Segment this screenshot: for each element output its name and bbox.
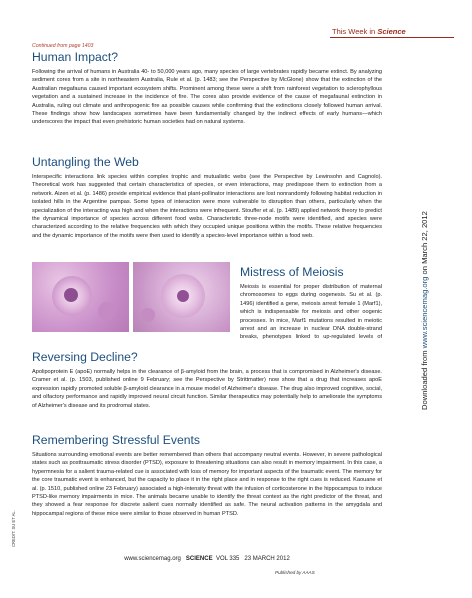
footer-date: 23 MARCH 2012 bbox=[244, 556, 290, 562]
micrograph-left bbox=[32, 262, 129, 332]
section-body-untangling-web: Interspecific interactions link species within complex trophic and mutualistic webs (see the Perspective by Lewinsohn and Cagnolo). Theoretical work has suggested that certain characteristics of species, or even interactions, may predispose them to extinction from a network. Aizen et al. (p. 1486) provide empirical evidence that plant-pollinator interactions are lost nonrandomly following habitat reduction in isolated hills in the Argentine pampas. Some types of interaction were more vulnerable to disruption than others, particularly when the specialization of the interacting was high and when the interactions were infrequent. Stouffer et al. (p. 1489) applied network theory to predict the dynamical importance of species across different food webs. Characteristic three-node motifs were identified, and species were characterized according to the relative frequencies with which they occupied unique positions within the motifs. These relative frequencies and the dynamic importance of the motifs were then used to identify a species-level importance within a food web. bbox=[32, 174, 382, 239]
micrograph-panel bbox=[32, 262, 230, 332]
section-body-reversing-decline: Apolipoprotein E (apoE) normally helps in the clearance of β-amyloid from the brain, a process that is compromised in Alzheimer's disease. Cramer et al. (p. 1503, published online 9 February; see the Perspective by Strittmatter) now show that a drug that increases apoE expression rapidly promoted soluble β-amyloid clearance in a mouse model of Alzheimer's disease. The drug also improved cognitive, social, and olfactory performance and rapidly improved neural circuit function. Similar therapeutics may potentially help to ameliorate the symptoms of Alzheimer's disease and its prodromal states. bbox=[32, 369, 382, 409]
image-credit: CREDIT: SU ET AL. bbox=[11, 510, 16, 547]
download-prefix: Downloaded from bbox=[420, 350, 429, 410]
download-suffix: on March 22, 2012 bbox=[420, 211, 429, 275]
header-journal: Science bbox=[377, 27, 406, 36]
micrograph-right bbox=[133, 262, 230, 332]
header-label: This Week in bbox=[332, 27, 376, 36]
continued-note: Continued from page 1403 bbox=[32, 43, 94, 49]
publisher-note: Published by AAAS bbox=[275, 570, 315, 575]
footer-volume: VOL 335 bbox=[215, 556, 240, 562]
section-title-mistress-of-meiosis: Mistress of Meiosis bbox=[240, 265, 344, 279]
section-title-untangling-web: Untangling the Web bbox=[32, 155, 139, 169]
section-title-remembering-stressful-events: Remembering Stressful Events bbox=[32, 433, 200, 447]
footer-url[interactable]: www.sciencemag.org bbox=[124, 556, 181, 562]
section-body-remembering-stressful-events: Situations surrounding emotional events are better remembered than others that accompany neutral events. However, in severe pathological states such as posttraumatic stress disorder (PTSD), exposure to threatening situations can also result in memory impairment. In this case, a hypermnesia for a salient trauma-related cue is associated with loss of memory for important aspects of the traumatic event. The memory for the core traumatic event is enhanced, but the capacity to place it in the right place and in response to the right cues is reduced. Kaouane et al. (p. 1510, published online 23 February) associated a high-intensity threat with the infusion of corticosterone in the hippocampus to induce PTSD-like memory impairments in mice. The animals became unable to identify the threat context as the right predictor of the threat, and they showed a fear response for discrete salient cues normally identified as safe. The neural activation patterns in the amygdala and hippocampal regions of these mice were similar to those observed in human PTSD. bbox=[32, 452, 382, 517]
section-title-reversing-decline: Reversing Decline? bbox=[32, 350, 138, 364]
download-notice bbox=[420, 211, 429, 410]
section-body-human-impact: Following the arrival of humans in Australia 40- to 50,000 years ago, many species of large vertebrates rapidly became extinct. By analyzing sediment cores from a site in northeastern Australia, Rule et al. (p. 1483; see the Perspective by McGlone) show that the extinction of the Australian megafauna caused important ecosystem shifts. Prominent among these were a shift from rainforest vegetation to sclerophyllous vegetation and a sustained increase in the incidence of fire. The cores also provide evidence of the cause of megafaunal extinction in Australia, ruling out climate and anthropogenic fire as possible causes while confirming that the extinctions closely followed human arrival. These findings show how landscapes sometimes have been fundamentally changed by the indirect effects of early humans—which underscores the impact that even prehistoric human societies had on natural systems. bbox=[32, 69, 382, 126]
footer-journal: SCIENCE bbox=[185, 556, 213, 562]
page-header bbox=[332, 27, 406, 36]
section-body-mistress-of-meiosis: Meiosis is essential for proper distribution of maternal chromosomes to eggs during oogenesis. Su et al. (p. 1496) identified a gene, meiosis arrest female 1 (Marf1), which is indispensable for meiosis and other oogenic processes. In mice, Marf1 mutations resulted in meiotic arrest and an increase in nuclear DNA double-strand breaks, phenotypes linked to up-regulated levels of bbox=[240, 284, 382, 339]
header-rule bbox=[330, 37, 454, 38]
section-title-human-impact: Human Impact? bbox=[32, 50, 119, 64]
download-link[interactable]: www.sciencemag.org bbox=[420, 276, 429, 349]
page-footer bbox=[32, 556, 382, 562]
